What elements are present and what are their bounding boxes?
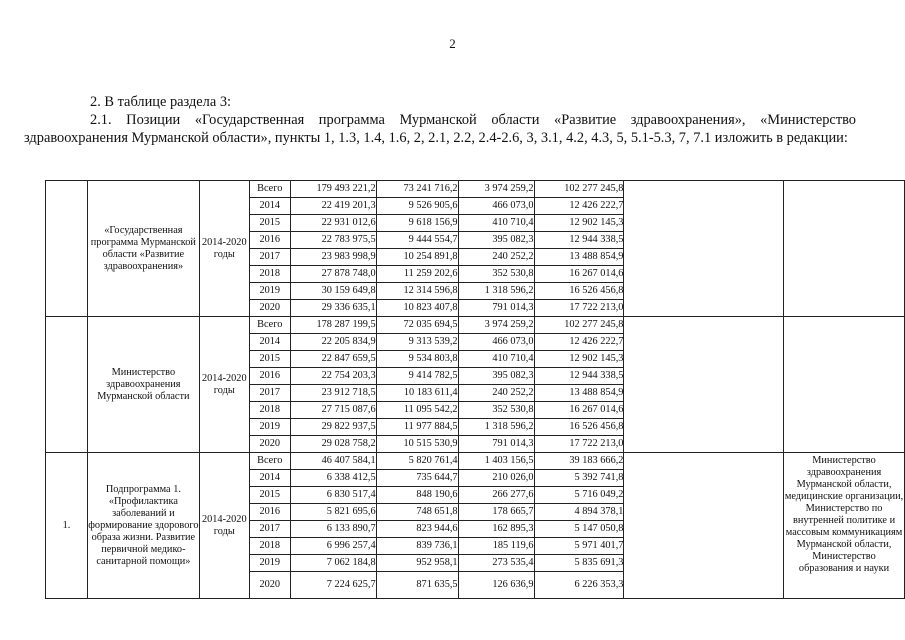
amount-cell: 29 822 937,5 (290, 419, 376, 436)
year-cell: 2014 (249, 470, 290, 487)
amount-cell: 185 119,6 (458, 538, 534, 555)
amount-cell: 9 618 156,9 (376, 215, 458, 232)
amount-cell: 17 722 213,0 (534, 436, 624, 453)
program-name: Подпрограмма 1. «Профилактика заболеваний и формирование здорового образа жизни. Развитие первичной медико-санитарной помощи» (87, 453, 199, 599)
year-cell: Всего (249, 453, 290, 470)
amount-cell: 29 336 635,1 (290, 300, 376, 317)
amount-cell: 6 133 890,7 (290, 521, 376, 538)
amount-cell: 22 419 201,3 (290, 198, 376, 215)
amount-cell: 13 488 854,9 (534, 249, 624, 266)
amount-cell: 10 823 407,8 (376, 300, 458, 317)
empty-cell (624, 317, 784, 453)
amount-cell: 102 277 245,8 (534, 181, 624, 198)
amount-cell: 6 226 353,3 (534, 572, 624, 599)
amount-cell: 27 878 748,0 (290, 266, 376, 283)
amendment-paragraph: 2.1. Позиции «Государственная программа Мурманской области «Развитие здравоохранения», «Министерство здравоохранения Мурманской области», пункты 1, 1.3, 1.4, 1.6, 2, 2.1, 2.2, 2.4-2.6, 3, 3.1, 4.2, 4.3, 5, 5.1-5.3, 7, 7.1 изложить в редакции: (24, 112, 856, 146)
amount-cell: 22 931 012,6 (290, 215, 376, 232)
amount-cell: 178 665,7 (458, 504, 534, 521)
amount-cell: 10 515 530,9 (376, 436, 458, 453)
year-cell: 2020 (249, 436, 290, 453)
table-row (46, 453, 905, 470)
amount-cell: 839 736,1 (376, 538, 458, 555)
amount-cell: 4 894 378,1 (534, 504, 624, 521)
executor-cell (784, 181, 905, 317)
year-cell: 2020 (249, 572, 290, 599)
amount-cell: 6 338 412,5 (290, 470, 376, 487)
program-name: «Государственная программа Мурманской области «Развитие здравоохранения» (87, 181, 199, 317)
executor-cell (784, 317, 905, 453)
amount-cell: 240 252,2 (458, 385, 534, 402)
amount-cell: 848 190,6 (376, 487, 458, 504)
year-cell: 2016 (249, 368, 290, 385)
year-cell: 2017 (249, 249, 290, 266)
amount-cell: 735 644,7 (376, 470, 458, 487)
section-heading: 2. В таблице раздела 3: (90, 94, 232, 110)
amount-cell: 1 318 596,2 (458, 419, 534, 436)
amount-cell: 352 530,8 (458, 402, 534, 419)
table-row (46, 317, 905, 334)
year-cell: 2019 (249, 283, 290, 300)
item-number (46, 181, 88, 317)
amount-cell: 7 224 625,7 (290, 572, 376, 599)
amount-cell: 1 318 596,2 (458, 283, 534, 300)
amount-cell: 466 073,0 (458, 334, 534, 351)
amount-cell: 12 314 596,8 (376, 283, 458, 300)
amount-cell: 16 526 456,8 (534, 419, 624, 436)
table-row (46, 181, 905, 198)
amount-cell: 9 444 554,7 (376, 232, 458, 249)
amount-cell: 16 526 456,8 (534, 283, 624, 300)
amount-cell: 5 821 695,6 (290, 504, 376, 521)
amount-cell: 273 535,4 (458, 555, 534, 572)
amount-cell: 12 944 338,5 (534, 368, 624, 385)
amount-cell: 3 974 259,2 (458, 317, 534, 334)
year-cell: 2015 (249, 215, 290, 232)
page-number: 2 (449, 36, 456, 51)
empty-cell (624, 181, 784, 317)
amount-cell: 6 996 257,4 (290, 538, 376, 555)
amount-cell: 466 073,0 (458, 198, 534, 215)
amount-cell: 952 958,1 (376, 555, 458, 572)
amount-cell: 22 783 975,5 (290, 232, 376, 249)
amount-cell: 73 241 716,2 (376, 181, 458, 198)
amount-cell: 12 944 338,5 (534, 232, 624, 249)
amount-cell: 16 267 014,6 (534, 266, 624, 283)
year-cell: 2016 (249, 504, 290, 521)
budget-table (45, 180, 905, 599)
amount-cell: 9 526 905,6 (376, 198, 458, 215)
amount-cell: 791 014,3 (458, 300, 534, 317)
amount-cell: 9 313 539,2 (376, 334, 458, 351)
amount-cell: 23 912 718,5 (290, 385, 376, 402)
amount-cell: 13 488 854,9 (534, 385, 624, 402)
year-cell: 2017 (249, 385, 290, 402)
amount-cell: 240 252,2 (458, 249, 534, 266)
amount-cell: 5 716 049,2 (534, 487, 624, 504)
amount-cell: 11 977 884,5 (376, 419, 458, 436)
amount-cell: 30 159 649,8 (290, 283, 376, 300)
amount-cell: 17 722 213,0 (534, 300, 624, 317)
amount-cell: 823 944,6 (376, 521, 458, 538)
year-cell: 2019 (249, 419, 290, 436)
year-cell: 2014 (249, 334, 290, 351)
amount-cell: 5 820 761,4 (376, 453, 458, 470)
amount-cell: 9 534 803,8 (376, 351, 458, 368)
year-cell: 2017 (249, 521, 290, 538)
year-cell: 2015 (249, 351, 290, 368)
amount-cell: 1 403 156,5 (458, 453, 534, 470)
year-cell: Всего (249, 317, 290, 334)
amount-cell: 7 062 184,8 (290, 555, 376, 572)
amount-cell: 10 183 611,4 (376, 385, 458, 402)
amount-cell: 46 407 584,1 (290, 453, 376, 470)
amount-cell: 11 259 202,6 (376, 266, 458, 283)
amount-cell: 10 254 891,8 (376, 249, 458, 266)
amount-cell: 12 426 222,7 (534, 198, 624, 215)
amount-cell: 126 636,9 (458, 572, 534, 599)
amount-cell: 395 082,3 (458, 368, 534, 385)
program-period: 2014-2020 годы (199, 317, 249, 453)
amount-cell: 410 710,4 (458, 215, 534, 232)
year-cell: 2014 (249, 198, 290, 215)
amount-cell: 210 026,0 (458, 470, 534, 487)
program-period: 2014-2020 годы (199, 181, 249, 317)
year-cell: 2018 (249, 538, 290, 555)
amount-cell: 22 754 203,3 (290, 368, 376, 385)
amount-cell: 410 710,4 (458, 351, 534, 368)
amount-cell: 162 895,3 (458, 521, 534, 538)
amount-cell: 352 530,8 (458, 266, 534, 283)
amount-cell: 179 493 221,2 (290, 181, 376, 198)
amount-cell: 178 287 199,5 (290, 317, 376, 334)
year-cell: 2018 (249, 402, 290, 419)
amount-cell: 3 974 259,2 (458, 181, 534, 198)
amount-cell: 23 983 998,9 (290, 249, 376, 266)
amount-cell: 102 277 245,8 (534, 317, 624, 334)
amount-cell: 5 147 050,8 (534, 521, 624, 538)
amount-cell: 12 902 145,3 (534, 351, 624, 368)
amount-cell: 871 635,5 (376, 572, 458, 599)
program-period: 2014-2020 годы (199, 453, 249, 599)
item-number: 1. (46, 453, 88, 599)
amount-cell: 5 835 691,3 (534, 555, 624, 572)
amount-cell: 72 035 694,5 (376, 317, 458, 334)
year-cell: 2015 (249, 487, 290, 504)
program-name: Министерство здравоохранения Мурманской области (87, 317, 199, 453)
amount-cell: 5 392 741,8 (534, 470, 624, 487)
amount-cell: 5 971 401,7 (534, 538, 624, 555)
amount-cell: 22 847 659,5 (290, 351, 376, 368)
amount-cell: 9 414 782,5 (376, 368, 458, 385)
year-cell: 2018 (249, 266, 290, 283)
executor-cell: Министерство здравоохранения Мурманской области, медицинские организации, Министерство по внутренней политике и массовым коммуникациям Мурманской области, Министерство образования и науки (784, 453, 905, 599)
amount-cell: 395 082,3 (458, 232, 534, 249)
year-cell: 2016 (249, 232, 290, 249)
amount-cell: 29 028 758,2 (290, 436, 376, 453)
year-cell: 2020 (249, 300, 290, 317)
amount-cell: 12 902 145,3 (534, 215, 624, 232)
amount-cell: 748 651,8 (376, 504, 458, 521)
amount-cell: 12 426 222,7 (534, 334, 624, 351)
amount-cell: 16 267 014,6 (534, 402, 624, 419)
empty-cell (624, 453, 784, 599)
year-cell: Всего (249, 181, 290, 198)
amount-cell: 27 715 087,6 (290, 402, 376, 419)
amount-cell: 791 014,3 (458, 436, 534, 453)
amount-cell: 22 205 834,9 (290, 334, 376, 351)
year-cell: 2019 (249, 555, 290, 572)
amount-cell: 11 095 542,2 (376, 402, 458, 419)
item-number (46, 317, 88, 453)
amount-cell: 39 183 666,2 (534, 453, 624, 470)
amount-cell: 6 830 517,4 (290, 487, 376, 504)
amount-cell: 266 277,6 (458, 487, 534, 504)
